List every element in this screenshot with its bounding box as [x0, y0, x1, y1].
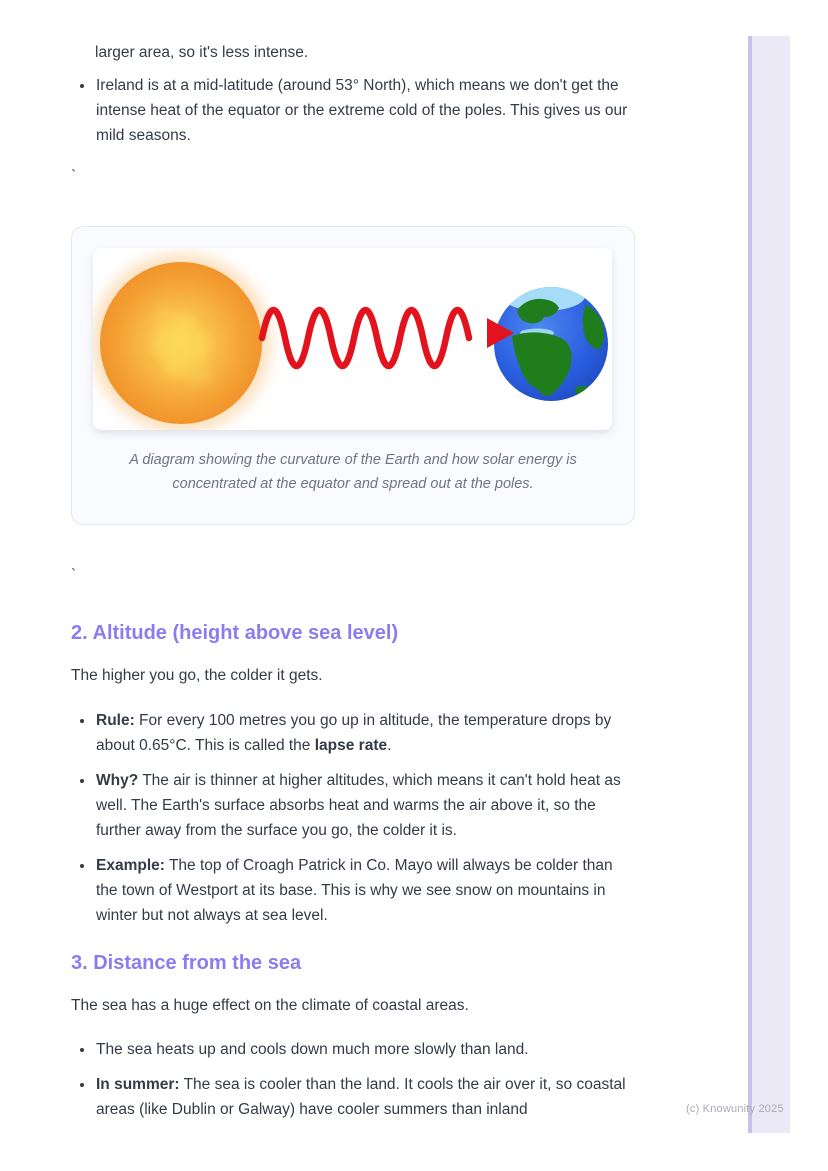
list-item: [95, 1037, 635, 1062]
list-item: [95, 853, 635, 928]
figure-caption: A diagram showing the curvature of the Earth and how solar energy is concentrated at the equator and spread out at the poles.: [129, 452, 577, 492]
earth-icon: [494, 281, 608, 401]
knowunity-watermark: (c) Knowunity 2025: [686, 1103, 784, 1115]
carryover-text-line: larger area, so it's less intense.: [95, 44, 309, 61]
section3-bullet-list: [71, 1037, 635, 1122]
bullet-text: The sea is cooler than the land. It cools the air over it, so coastal areas (like Dublin or Galway) have cooler summers than inland: [96, 1076, 626, 1118]
bullet-bold-inline: lapse rate: [314, 737, 388, 754]
figure-card: [71, 226, 635, 525]
bullet-text: Ireland is at a mid-latitude (around 53° North), which means we don't get the intense heat of the equator or the extreme cold of the poles. This gives us our mild seasons.: [96, 77, 628, 144]
bullet-bold-prefix: Example:: [96, 857, 165, 874]
stray-backtick-1: `: [71, 168, 77, 185]
list-item: [95, 708, 635, 758]
section2-intro-text: The higher you go, the colder it gets.: [71, 667, 323, 684]
bullet-text: The top of Croagh Patrick in Co. Mayo will always be colder than the town of Westport at its base. This is why we see snow on mountains in winter but not always at sea level.: [96, 857, 613, 924]
bullet-text: For every 100 metres you go up in altitude, the temperature drops by about 0.65°C. This is called the: [96, 712, 612, 754]
bullet-bold-prefix: Why?: [96, 772, 139, 789]
intro-bullet-list: [71, 73, 635, 148]
figure-image: [93, 248, 612, 430]
list-item: [95, 768, 635, 843]
section-heading-altitude: 2. Altitude (height above sea level): [71, 622, 399, 644]
bullet-text: The sea heats up and cools down much more slowly than land.: [96, 1041, 529, 1058]
sun-icon: [93, 253, 271, 430]
bullet-text-tail: .: [387, 737, 392, 754]
bullet-bold-prefix: Rule:: [96, 712, 135, 729]
bullet-bold-prefix: In summer:: [96, 1076, 180, 1093]
stray-backtick-2: `: [71, 567, 77, 584]
sun-earth-diagram: [93, 248, 612, 430]
list-item: [95, 73, 635, 148]
right-highlight-stripe: [748, 36, 790, 1133]
list-item: [95, 1072, 635, 1122]
solar-energy-wave-arrow-icon: [262, 310, 514, 366]
bullet-text: The air is thinner at higher altitudes, which means it can't hold heat as well. The Earth's surface absorbs heat and warms the air above it, so the further away from the surface you go, the colder it is.: [96, 772, 621, 839]
section2-bullet-list: [71, 708, 635, 928]
section-heading-distance-from-sea: 3. Distance from the sea: [71, 952, 302, 974]
section3-intro-text: The sea has a huge effect on the climate of coastal areas.: [71, 997, 469, 1014]
